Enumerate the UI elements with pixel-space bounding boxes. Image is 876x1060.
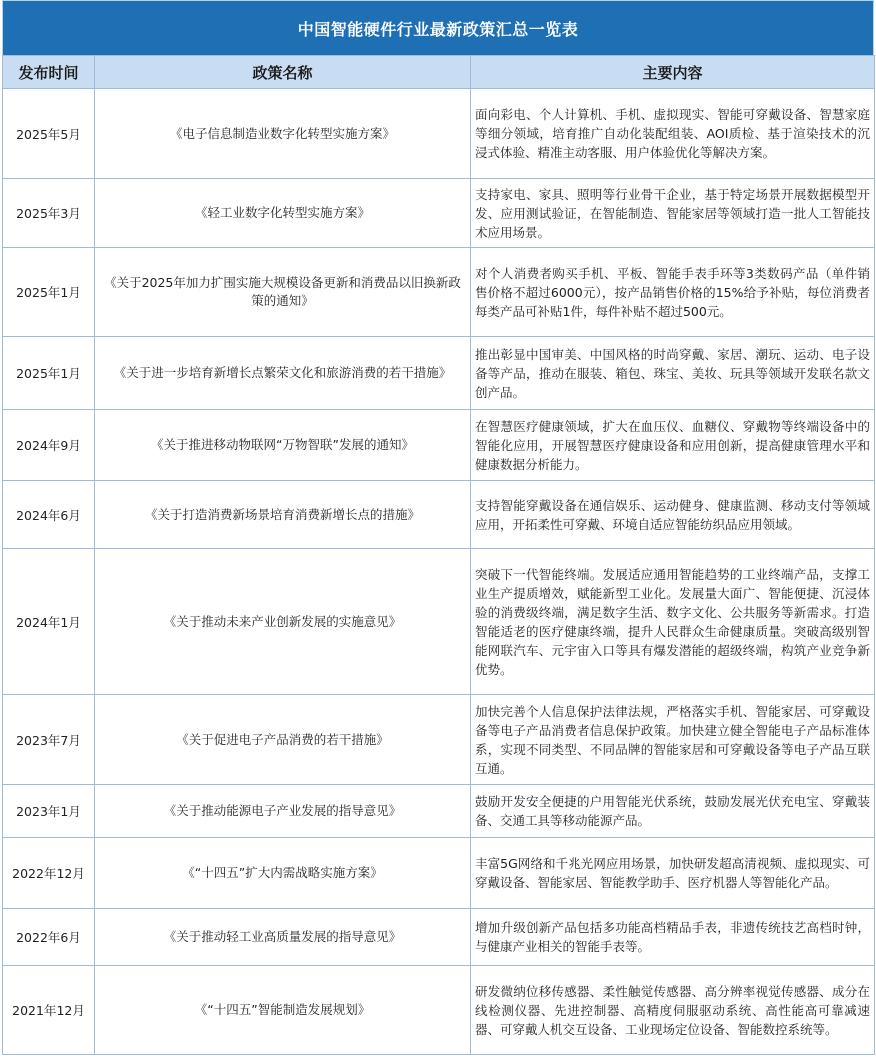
row-policy-name: 《关于进一步培育新增长点繁荣文化和旅游消费的若干措施》 xyxy=(95,337,471,410)
table-row xyxy=(3,410,875,481)
row-content: 加快完善个人信息保护法律法规，严格落实手机、智能家居、可穿戴设备等电子产品消费者信息保护政策。加快建立健全智能电子产品标准体系，实现不同类型、不同品牌的智能家居和可穿戴设备等电子产品互联互通。 xyxy=(471,695,875,785)
row-content: 支持智能穿戴设备在通信娱乐、运动健身、健康监测、移动支付等领域应用，开拓柔性可穿戴、环境自适应智能纺织品应用领域。 xyxy=(471,481,875,549)
table-row xyxy=(3,481,875,549)
header-row xyxy=(3,56,875,89)
header-policy-name: 政策名称 xyxy=(95,56,471,89)
row-policy-name: 《关于打造消费新场景培育消费新增长点的措施》 xyxy=(95,481,471,549)
row-date: 2023年1月 xyxy=(3,785,95,838)
row-date: 2024年9月 xyxy=(3,410,95,481)
row-content: 对个人消费者购买手机、平板、智能手表手环等3类数码产品（单件销售价格不超过6000元），按产品销售价格的15%给予补贴，每位消费者每类产品可补贴1件，每件补贴不超过500元。 xyxy=(471,248,875,337)
row-content: 增加升级创新产品包括多功能高档精品手表，非遗传统技艺高档时钟，与健康产业相关的智能手表等。 xyxy=(471,909,875,966)
row-policy-name: 《“十四五”智能制造发展规划》 xyxy=(95,966,471,1055)
row-date: 2023年7月 xyxy=(3,695,95,785)
header-content: 主要内容 xyxy=(471,56,875,89)
row-content: 研发微纳位移传感器、柔性触觉传感器、高分辨率视觉传感器、成分在线检测仪器、先进控制器、高精度伺服驱动系统、高性能高可靠减速器、可穿戴人机交互设备、工业现场定位设备、智能数控系统等。 xyxy=(471,966,875,1055)
row-policy-name: 《轻工业数字化转型实施方案》 xyxy=(95,179,471,248)
table-row xyxy=(3,248,875,337)
table-row xyxy=(3,337,875,410)
table-row xyxy=(3,966,875,1055)
row-policy-name: 《“十四五”扩大内需战略实施方案》 xyxy=(95,838,471,909)
row-policy-name: 《关于促进电子产品消费的若干措施》 xyxy=(95,695,471,785)
row-date: 2021年12月 xyxy=(3,966,95,1055)
row-date: 2025年1月 xyxy=(3,248,95,337)
row-date: 2024年1月 xyxy=(3,549,95,695)
row-policy-name: 《电子信息制造业数字化转型实施方案》 xyxy=(95,89,471,179)
row-content: 突破下一代智能终端。发展适应通用智能趋势的工业终端产品，支撑工业生产提质增效，赋能新型工业化。发展量大面广、智能便捷、沉浸体验的消费级终端，满足数字生活、数字文化、公共服务等新需求。打造智能适老的医疗健康终端，提升人民群众生命健康质量。突破高级别智能网联汽车、元宇宙入口等具有爆发潜能的超级终端，构筑产业竞争新优势。 xyxy=(471,549,875,695)
table-row xyxy=(3,695,875,785)
header-date: 发布时间 xyxy=(3,56,95,89)
table-row xyxy=(3,179,875,248)
row-content: 鼓励开发安全便捷的户用智能光伏系统，鼓励发展光伏充电宝、穿戴装备、交通工具等移动能源产品。 xyxy=(471,785,875,838)
table-row xyxy=(3,838,875,909)
row-policy-name: 《关于推动能源电子产业发展的指导意见》 xyxy=(95,785,471,838)
row-date: 2024年6月 xyxy=(3,481,95,549)
row-date: 2022年6月 xyxy=(3,909,95,966)
row-content: 支持家电、家具、照明等行业骨干企业，基于特定场景开展数据模型开发、应用测试验证，在智能制造、智能家居等领域打造一批人工智能技术应用场景。 xyxy=(471,179,875,248)
row-policy-name: 《关于推进移动物联网“万物智联”发展的通知》 xyxy=(95,410,471,481)
row-date: 2022年12月 xyxy=(3,838,95,909)
row-policy-name: 《关于推动轻工业高质量发展的指导意见》 xyxy=(95,909,471,966)
policy-table xyxy=(2,55,875,1055)
table-title: 中国智能硬件行业最新政策汇总一览表 xyxy=(2,0,874,55)
table-row xyxy=(3,909,875,966)
row-content: 丰富5G网络和千兆光网应用场景，加快研发超高清视频、虚拟现实、可穿戴设备、智能家居、智能教学助手、医疗机器人等智能化产品。 xyxy=(471,838,875,909)
policy-table-container xyxy=(2,0,874,1055)
row-content: 推出彰显中国审美、中国风格的时尚穿戴、家居、潮玩、运动、电子设备等产品，推动在服装、箱包、珠宝、美妆、玩具等领域开发联名款文创产品。 xyxy=(471,337,875,410)
row-date: 2025年3月 xyxy=(3,179,95,248)
table-row xyxy=(3,89,875,179)
row-content: 面向彩电、个人计算机、手机、虚拟现实、智能可穿戴设备、智慧家庭等细分领域，培育推广自动化装配组装、AOI质检、基于渲染技术的沉浸式体验、精准主动客服、用户体验优化等解决方案。 xyxy=(471,89,875,179)
row-content: 在智慧医疗健康领域，扩大在血压仪、血糖仪、穿戴物等终端设备中的智能化应用，开展智慧医疗健康设备和应用创新，提高健康管理水平和健康数据分析能力。 xyxy=(471,410,875,481)
row-date: 2025年1月 xyxy=(3,337,95,410)
row-policy-name: 《关于2025年加力扩围实施大规模设备更新和消费品以旧换新政策的通知》 xyxy=(95,248,471,337)
table-row xyxy=(3,549,875,695)
row-policy-name: 《关于推动未来产业创新发展的实施意见》 xyxy=(95,549,471,695)
row-date: 2025年5月 xyxy=(3,89,95,179)
table-row xyxy=(3,785,875,838)
